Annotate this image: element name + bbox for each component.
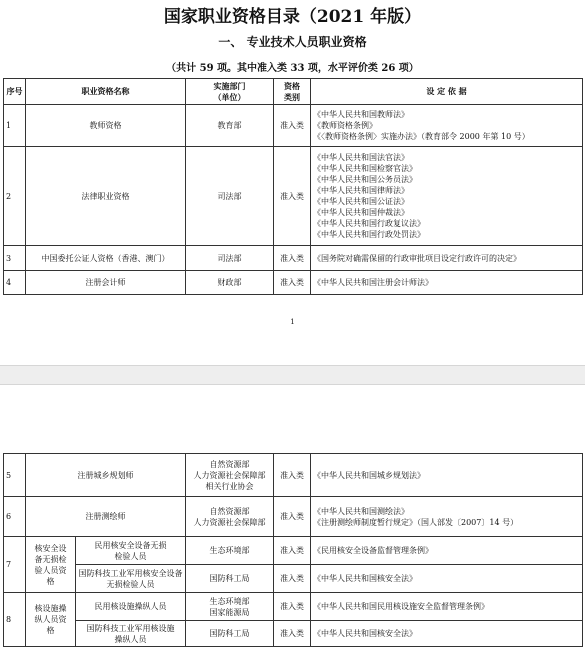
row-basis: 《国务院对确需保留的行政审批项目设定行政许可的决定》	[311, 246, 583, 271]
row-basis: 《中华人民共和国注册会计师法》	[311, 271, 583, 295]
table-row	[4, 621, 583, 647]
row-type: 准入类	[274, 593, 311, 621]
row-type: 准入类	[274, 271, 311, 295]
row-name: 教师资格	[26, 105, 186, 147]
table-row	[4, 105, 583, 147]
row-num: 5	[4, 454, 26, 497]
row-dept: 财政部	[186, 271, 274, 295]
header-num: 序号	[4, 79, 26, 105]
qualification-table-page-2	[3, 453, 583, 647]
table-row	[4, 537, 583, 565]
row-sub-name: 民用核安全设备无损 检验人员	[76, 537, 186, 565]
row-basis: 《中华人民共和国核安全法》	[311, 565, 583, 593]
row-type: 准入类	[274, 565, 311, 593]
row-dept: 司法部	[186, 246, 274, 271]
row-type: 准入类	[274, 454, 311, 497]
summary-text: （共计 59 项。其中准入类 33 项，水平评价类 26 项）	[166, 63, 419, 74]
table-row	[4, 565, 583, 593]
row-name: 注册测绘师	[26, 497, 186, 537]
document-title: 国家职业资格目录（2021 年版）	[163, 7, 422, 27]
row-sub-name: 国防科技工业军用核设施 操纵人员	[76, 621, 186, 647]
row-num: 4	[4, 271, 26, 295]
row-dept: 教育部	[186, 105, 274, 147]
row-basis: 《中华人民共和国法官法》 《中华人民共和国检察官法》 《中华人民共和国公务员法》 《中华人民共和国律师法》 《中华人民共和国公证法》 《中华人民共和国仲裁法》 《中华人民共和国行政复议法》 《中华人民共和国行政处罚法》	[311, 147, 583, 246]
row-dept: 司法部	[186, 147, 274, 246]
table-row	[4, 593, 583, 621]
row-type: 准入类	[274, 246, 311, 271]
row-group-name: 核设施操 纵人员资 格	[26, 593, 76, 647]
row-basis: 《中华人民共和国城乡规划法》	[311, 454, 583, 497]
header-name: 职业资格名称	[26, 79, 186, 105]
row-type: 准入类	[274, 621, 311, 647]
table-row	[4, 147, 583, 246]
page-number: 1	[290, 318, 295, 326]
row-basis: 《中华人民共和国教师法》 《教师资格条例》 《〈教师资格条例〉实施办法》（教育部令 2000 年第 10 号）	[311, 105, 583, 147]
row-name: 注册城乡规划师	[26, 454, 186, 497]
row-dept: 生态环境部	[186, 537, 274, 565]
row-sub-name: 民用核设施操纵人员	[76, 593, 186, 621]
row-basis: 《中华人民共和国民用核设施安全监督管理条例》	[311, 593, 583, 621]
row-group-name: 核安全设 备无损检 验人员资 格	[26, 537, 76, 593]
row-basis: 《中华人民共和国核安全法》	[311, 621, 583, 647]
table-row	[4, 497, 583, 537]
document-page-2	[0, 385, 585, 657]
row-sub-name: 国防科技工业军用核安全设备 无损检验人员	[76, 565, 186, 593]
row-name: 法律职业资格	[26, 147, 186, 246]
row-dept: 国防科工局	[186, 621, 274, 647]
table-row	[4, 454, 583, 497]
row-dept: 自然资源部 人力资源社会保障部 相关行业协会	[186, 454, 274, 497]
row-basis: 《中华人民共和国测绘法》 《注册测绘师制度暂行规定》（国人部发〔2007〕14 号）	[311, 497, 583, 537]
header-type: 资格 类别	[274, 79, 311, 105]
row-num: 8	[4, 593, 26, 647]
table-row	[4, 246, 583, 271]
table-row	[4, 271, 583, 295]
qualification-table-page-1	[3, 78, 583, 295]
row-type: 准入类	[274, 537, 311, 565]
row-type: 准入类	[274, 147, 311, 246]
table-header-row	[4, 79, 583, 105]
row-dept: 生态环境部 国家能源局	[186, 593, 274, 621]
row-dept: 国防科工局	[186, 565, 274, 593]
header-dept: 实施部门 （单位）	[186, 79, 274, 105]
row-dept: 自然资源部 人力资源社会保障部	[186, 497, 274, 537]
row-name: 注册会计师	[26, 271, 186, 295]
row-num: 6	[4, 497, 26, 537]
row-basis: 《民用核安全设备监督管理条例》	[311, 537, 583, 565]
row-type: 准入类	[274, 105, 311, 147]
row-name: 中国委托公证人资格（香港、澳门）	[26, 246, 186, 271]
page-separator	[0, 365, 585, 385]
row-num: 3	[4, 246, 26, 271]
section-title: 一、 专业技术人员职业资格	[218, 35, 367, 49]
row-type: 准入类	[274, 497, 311, 537]
header-basis: 设 定 依 据	[311, 79, 583, 105]
row-num: 1	[4, 105, 26, 147]
row-num: 7	[4, 537, 26, 593]
row-num: 2	[4, 147, 26, 246]
